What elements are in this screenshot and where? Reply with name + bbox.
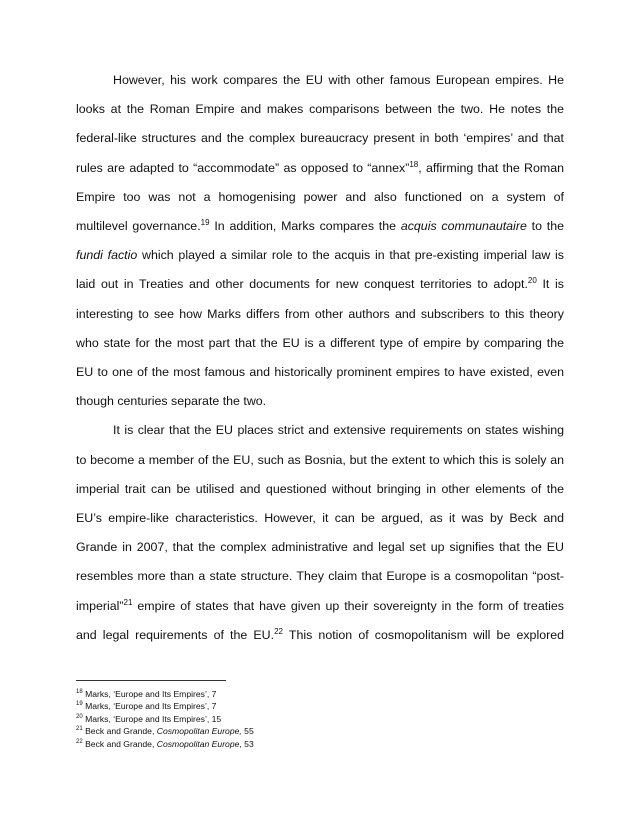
italic-term: acquis communautaire	[400, 219, 527, 234]
text-line: imperial”$^{21}$ empire of states that have given up their sovereignty in the form of treaties	[76, 597, 564, 613]
footnote-ref-22: 22	[274, 626, 283, 636]
text-line: rules are adapted to “accommodate” as opposed to “annex”$^{18}$, affirming that the Roman	[76, 159, 564, 175]
text-line: who state for the most part that the EU is a different type of empire by comparing the	[76, 335, 564, 350]
italic-term: fundi factio	[76, 248, 138, 263]
text-line: looks at the Roman Empire and makes comparisons between the two. He notes the	[76, 102, 564, 117]
footnote-18: $^{18}$ Marks, ‘Europe and Its Empires’, 7	[76, 689, 217, 699]
paragraph-1	[76, 66, 564, 416]
footnote-separator	[76, 680, 226, 681]
text-line: laid out in Treaties and other documents for new conquest territories to adopt.$^{20}$ It is	[76, 276, 565, 292]
footnote-ref-20: 20	[527, 276, 537, 286]
footnote-ref-21: 21	[123, 597, 133, 607]
text-line: multilevel governance.$^{19}$ In addition, Marks compares the acquis communautaire to the	[76, 217, 564, 234]
text-line: EU to one of the most famous and historically prominent empires to have existed, even	[76, 365, 564, 380]
footnote-ref-19: 19	[200, 217, 210, 227]
footnote-ref-18: 18	[409, 159, 419, 169]
text-line: interesting to see how Marks differs from other authors and subscribers to this theory	[76, 306, 564, 321]
footnote-21: $^{21}$ Beck and Grande, Cosmopolitan Europe, 55	[76, 726, 254, 737]
text-line: and legal requirements of the EU.$^{22}$ This notion of cosmopolitanism will be explored	[76, 626, 564, 642]
text-line: Empire too was not a homogenising power and also functioned on a system of	[76, 189, 564, 204]
footnote-19: $^{19}$ Marks, ‘Europe and Its Empires’, 7	[76, 701, 217, 712]
text-line: though centuries separate the two.	[76, 394, 267, 409]
footnotes	[76, 688, 376, 750]
text-line: to become a member of the EU, such as Bosnia, but the extent to which this is solely an	[76, 452, 564, 467]
footnote-20: $^{20}$ Marks, ‘Europe and Its Empires’, 15	[76, 713, 222, 724]
text-line: fundi factio which played a similar role to the acquis in that pre-existing imperial law is	[76, 248, 564, 263]
text-line: imperial trait can be utilised and questioned without bringing in other elements of the	[76, 481, 564, 496]
text-line: However, his work compares the EU with other famous European empires. He	[113, 73, 564, 87]
text-line: Grande in 2007, that the complex administrative and legal set up signifies that the EU	[76, 540, 564, 555]
text-line: EU’s empire-like characteristics. However, it can be argued, as it was by Beck and	[76, 511, 564, 526]
paragraph-2	[76, 416, 564, 650]
footnote-22: $^{22}$ Beck and Grande, Cosmopolitan Europe, 53	[76, 738, 254, 749]
text-line: It is clear that the EU places strict and extensive requirements on states wishing	[113, 423, 564, 438]
body-text	[76, 66, 564, 650]
text-line: federal-like structures and the complex bureaucracy present in both ‘empires’ and that	[76, 131, 564, 146]
text-line: resembles more than a state structure. They claim that Europe is a cosmopolitan “post-	[76, 569, 564, 584]
